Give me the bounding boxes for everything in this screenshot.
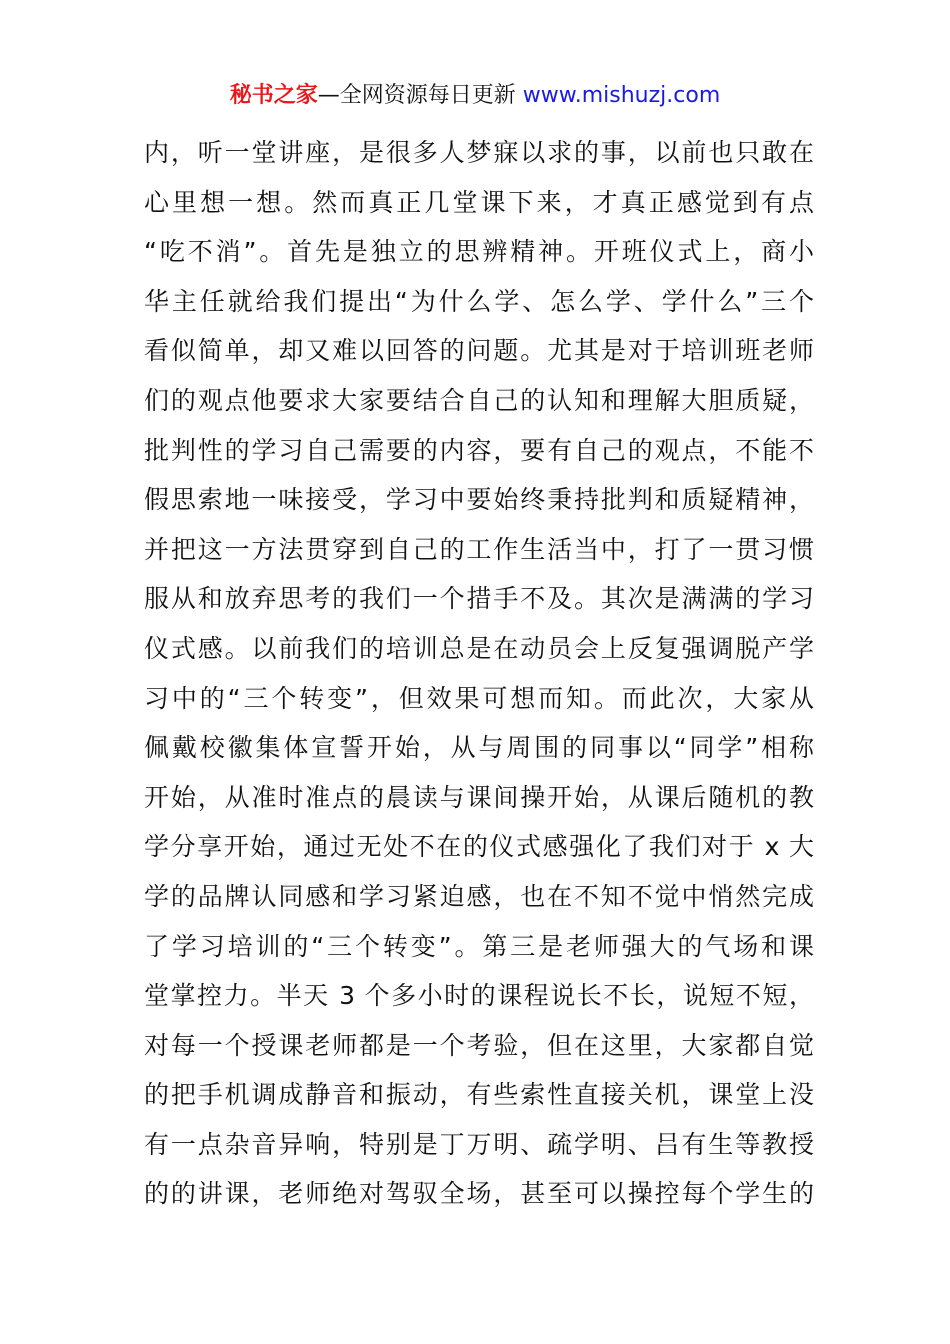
text-line: “吃不消”。首先是独立的思辨精神。开班仪式上，商小 [144, 237, 814, 267]
text-line: 仪式感。以前我们的培训总是在动员会上反复强调脱产学 [144, 633, 814, 663]
text-line: 内，听一堂讲座，是很多人梦寐以求的事，以前也只敢在 [144, 138, 814, 167]
text-line: 习中的“三个转变”，但效果可想而知。而此次，大家从 [144, 683, 814, 713]
text-line: 们的观点他要求大家要结合自己的认知和理解大胆质疑， [144, 385, 814, 415]
text-line: 堂掌控力。半天 3 个多小时的课程说长不长，说短不短， [144, 981, 814, 1011]
text-line: 佩戴校徽集体宣誓开始，从与周围的同事以“同学”相称 [144, 733, 814, 763]
text-line: 的的讲课，老师绝对驾驭全场，甚至可以操控每个学生的 [144, 1179, 814, 1209]
text-line: 对每一个授课老师都是一个考验，但在这里，大家都自觉 [144, 1030, 814, 1060]
header-brand: 秘书之家 [229, 83, 318, 108]
page-header [0, 80, 950, 112]
header-site-link[interactable]: www.mishuzj.com [522, 83, 721, 108]
text-line: 了学习培训的“三个转变”。第三是老师强大的气场和课 [144, 931, 814, 961]
body-paragraph [144, 128, 814, 1219]
text-line: 服从和放弃思考的我们一个措手不及。其次是满满的学习 [144, 584, 814, 614]
text-line: 有一点杂音异响，特别是丁万明、疏学明、吕有生等教授 [144, 1129, 814, 1159]
text-line: 假思索地一味接受，学习中要始终秉持批判和质疑精神， [144, 485, 814, 515]
header-slogan: —全网资源每日更新 [317, 83, 516, 108]
text-line: 学分享开始，通过无处不在的仪式感强化了我们对于 x 大 [144, 832, 814, 862]
text-line: 心里想一想。然而真正几堂课下来，才真正感觉到有点 [144, 187, 814, 217]
text-line: 批判性的学习自己需要的内容，要有自己的观点，不能不 [144, 435, 814, 465]
text-line: 看似简单，却又难以回答的问题。尤其是对于培训班老师 [144, 336, 814, 366]
text-line: 并把这一方法贯穿到自己的工作生活当中，打了一贯习惯 [144, 534, 814, 564]
text-line: 华主任就给我们提出“为什么学、怎么学、学什么”三个 [144, 286, 814, 316]
text-line: 的把手机调成静音和振动，有些索性直接关机，课堂上没 [144, 1080, 814, 1110]
text-line: 学的品牌认同感和学习紧迫感，也在不知不觉中悄然完成 [144, 881, 814, 911]
text-line: 开始，从准时准点的晨读与课间操开始，从课后随机的教 [144, 782, 814, 812]
